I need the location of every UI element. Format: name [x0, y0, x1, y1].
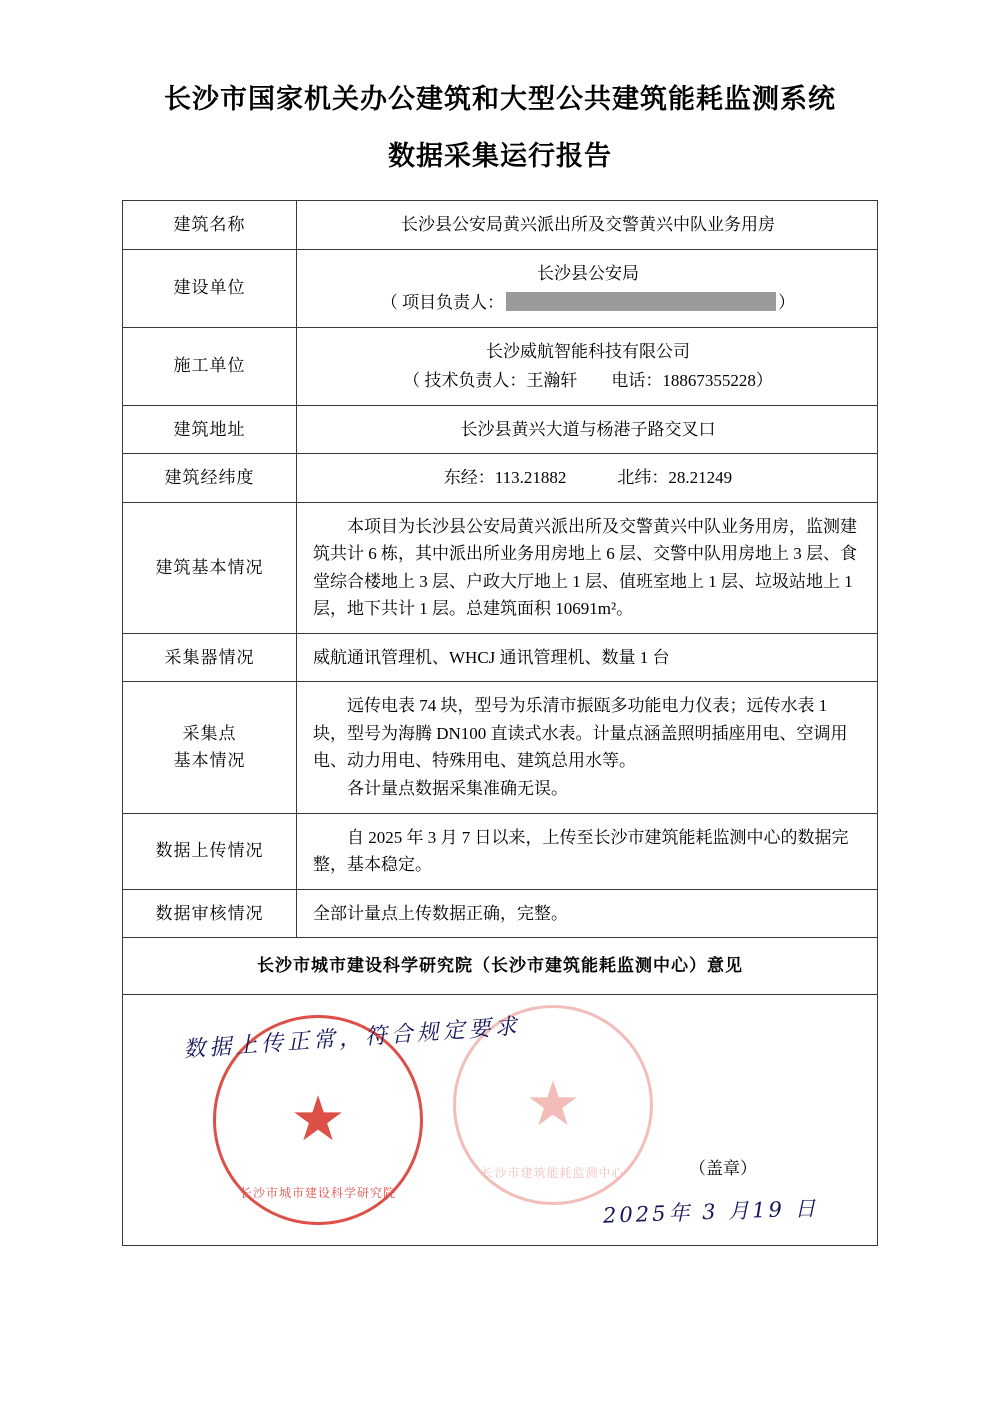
seal-label: （盖章）: [689, 1159, 757, 1179]
table-row-building-name: [123, 201, 878, 250]
row-label: [123, 682, 297, 813]
project-manager-line: [313, 289, 863, 317]
table-row-construction-unit: [123, 249, 878, 327]
row-label: 施工单位: [123, 327, 297, 405]
title-line-1: 长沙市国家机关办公建筑和大型公共建筑能耗监测系统: [164, 84, 836, 114]
row-value: [297, 682, 878, 813]
row-value: 本项目为长沙县公安局黄兴派出所及交警黄兴中队业务用房，监测建筑共计 6 栋，其中派出所业务用房地上 6 层、交警中队用房地上 3 层、食堂综合楼地上 3 层、户政大厅地上 1 层、值班室地上 1 层、垃圾站地上 1 层，地下共计 1 层。总建筑面积 10691m²。: [297, 502, 878, 633]
report-table: [122, 200, 878, 1246]
seal-main-text: 长沙市城市建设科学研究院: [239, 1186, 396, 1201]
table-row-address: [123, 405, 878, 454]
row-value: 威航通讯管理机、WHCJ 通讯管理机、数量 1 台: [297, 633, 878, 682]
table-row-signature: [123, 994, 878, 1245]
seal-star-icon: ★: [525, 1070, 581, 1139]
opinion-header: 长沙市城市建设科学研究院（长沙市建筑能耗监测中心）意见: [123, 938, 878, 995]
table-row-coordinates: [123, 454, 878, 503]
row-label: 建设单位: [123, 249, 297, 327]
technical-manager-line: （ 技术负责人：王瀚轩 电话：18867355228）: [403, 371, 773, 391]
collection-points-paragraph: 远传电表 74 块，型号为乐清市振瓯多功能电力仪表；远传水表 1 块，型号为海腾 DN100 直读式水表。计量点涵盖照明插座用电、空调用电、动力用电、特殊用电、建筑总用水等。: [313, 696, 848, 771]
project-manager-prefix: （ 项目负责人：: [380, 293, 505, 313]
table-row-upload-status: [123, 813, 878, 889]
handwritten-opinion: 数据上传正常，符合规定要求: [182, 1013, 522, 1063]
construction-unit-name: 长沙县公安局: [537, 263, 639, 283]
row-value: 长沙县公安局黄兴派出所及交警黄兴中队业务用房: [297, 201, 878, 250]
row-label: 建筑经纬度: [123, 454, 297, 503]
row-label-line-2: 基本情况: [173, 751, 246, 771]
row-value: [297, 327, 878, 405]
signature-area: [123, 994, 878, 1245]
row-label: 采集器情况: [123, 633, 297, 682]
title-line-2: 数据采集运行报告: [388, 141, 612, 171]
project-manager-suffix: ）: [778, 293, 796, 313]
row-value: 东经：113.21882 北纬：28.21249: [297, 454, 878, 503]
table-row-collector: [123, 633, 878, 682]
table-row-collection-points: [123, 682, 878, 813]
row-value: [297, 249, 878, 327]
row-value: 自 2025 年 3 月 7 日以来，上传至长沙市建筑能耗监测中心的数据完整，基本稳定。: [297, 813, 878, 889]
row-value: 全部计量点上传数据正确，完整。: [297, 889, 878, 938]
table-row-building-overview: [123, 502, 878, 633]
row-label: 建筑基本情况: [123, 502, 297, 633]
document-title: [0, 0, 1000, 170]
seal-star-icon: ★: [290, 1085, 346, 1154]
row-label: 建筑地址: [123, 405, 297, 454]
row-label: 数据审核情况: [123, 889, 297, 938]
handwritten-date: 2025年 3 月19 日: [602, 1195, 819, 1228]
table-row-opinion-header: [123, 938, 878, 995]
redacted-name-block: [506, 292, 776, 311]
row-label: 建筑名称: [123, 201, 297, 250]
seal-faint-text: 长沙市建筑能耗监测中心: [481, 1166, 625, 1181]
table-row-audit-status: [123, 889, 878, 938]
collection-points-paragraph-2: 各计量点数据采集准确无误。: [347, 778, 568, 798]
row-label: 数据上传情况: [123, 813, 297, 889]
row-label-line-1: 采集点: [182, 723, 237, 743]
table-row-contractor: [123, 327, 878, 405]
row-value: 长沙县黄兴大道与杨港子路交叉口: [297, 405, 878, 454]
contractor-name: 长沙威航智能科技有限公司: [486, 341, 690, 361]
